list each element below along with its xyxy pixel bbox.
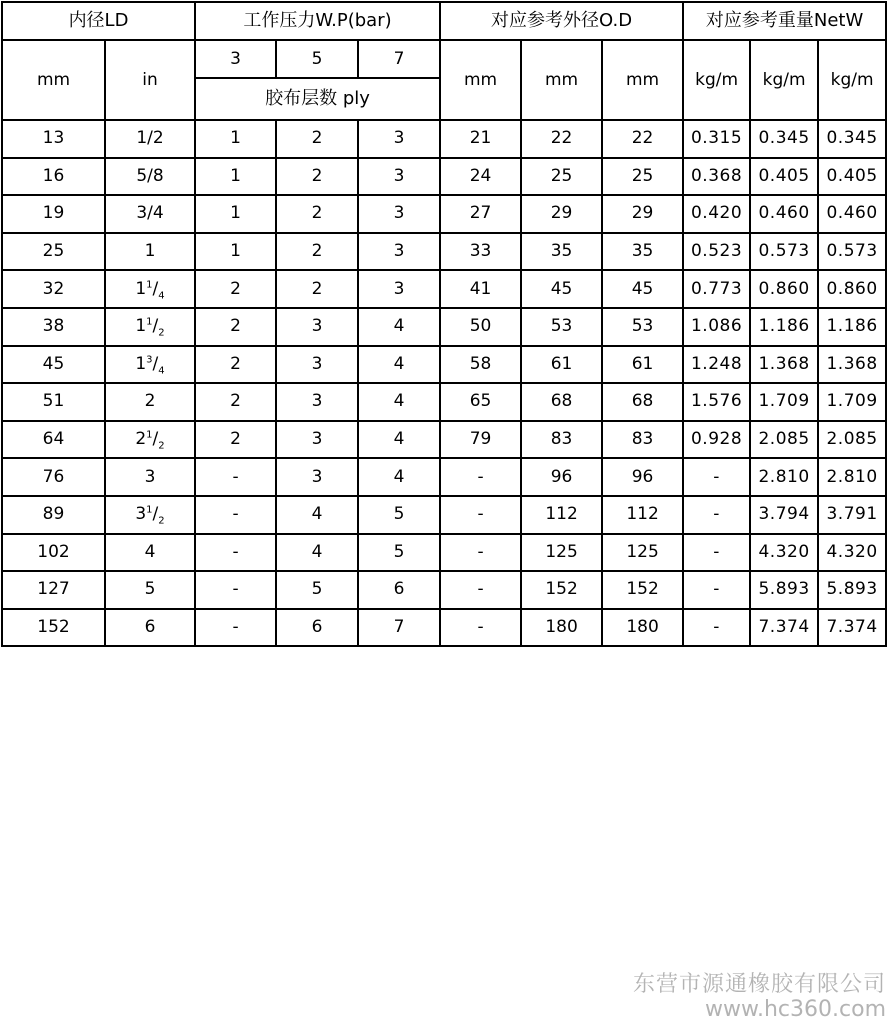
inch-whole: 1 — [135, 278, 147, 299]
inch-slash: / — [152, 504, 159, 525]
cell-ply-1: 4 — [276, 534, 358, 572]
cell-ply-2: 4 — [358, 421, 440, 459]
cell-id-in — [105, 120, 195, 158]
cell-weight-0: 1.576 — [683, 383, 750, 421]
cell-ply-0: - — [195, 609, 276, 647]
table-row — [2, 233, 886, 271]
cell-ply-1: 2 — [276, 120, 358, 158]
cell-od-0: 21 — [440, 120, 521, 158]
cell-weight-1: 0.860 — [750, 270, 818, 308]
cell-od-1: 96 — [521, 458, 602, 496]
table-row — [2, 609, 886, 647]
cell-id-in — [105, 270, 195, 308]
cell-od-0: - — [440, 458, 521, 496]
cell-id-mm: 64 — [2, 421, 105, 459]
cell-od-1: 53 — [521, 308, 602, 346]
inch-whole: 3 — [144, 466, 156, 487]
cell-weight-2: 4.320 — [818, 534, 886, 572]
inch-value — [144, 466, 156, 487]
inch-slash: / — [152, 316, 159, 337]
table-row — [2, 158, 886, 196]
table-row — [2, 195, 886, 233]
inch-value — [135, 353, 165, 377]
cell-id-in — [105, 158, 195, 196]
cell-od-2: 112 — [602, 496, 683, 534]
cell-weight-1: 0.573 — [750, 233, 818, 271]
cell-weight-0: 0.420 — [683, 195, 750, 233]
cell-ply-1: 3 — [276, 346, 358, 384]
inch-value — [135, 278, 165, 302]
cell-od-2: 68 — [602, 383, 683, 421]
inch-denominator: 2 — [158, 327, 165, 339]
cell-ply-0: - — [195, 571, 276, 609]
ply-label: 胶布层数 ply — [195, 78, 440, 120]
cell-weight-0: 0.315 — [683, 120, 750, 158]
pressure-7: 7 — [358, 40, 440, 78]
cell-id-in — [105, 383, 195, 421]
cell-weight-0: - — [683, 534, 750, 572]
cell-od-2: 125 — [602, 534, 683, 572]
header-row-units — [2, 40, 886, 78]
cell-ply-2: 3 — [358, 120, 440, 158]
inch-slash: / — [152, 278, 159, 299]
cell-od-1: 29 — [521, 195, 602, 233]
table-row — [2, 383, 886, 421]
cell-weight-0: 0.368 — [683, 158, 750, 196]
cell-weight-1: 2.085 — [750, 421, 818, 459]
cell-weight-1: 0.405 — [750, 158, 818, 196]
inch-value — [145, 581, 156, 598]
cell-weight-2: 0.460 — [818, 195, 886, 233]
table-row — [2, 496, 886, 534]
cell-weight-1: 1.368 — [750, 346, 818, 384]
cell-weight-0: 1.086 — [683, 308, 750, 346]
cell-ply-2: 5 — [358, 496, 440, 534]
inch-value — [144, 541, 156, 562]
cell-od-2: 152 — [602, 571, 683, 609]
cell-od-1: 180 — [521, 609, 602, 647]
cell-ply-0: 1 — [195, 233, 276, 271]
cell-weight-2: 1.709 — [818, 383, 886, 421]
cell-ply-2: 6 — [358, 571, 440, 609]
cell-od-0: 27 — [440, 195, 521, 233]
inch-whole: 2 — [144, 391, 156, 412]
cell-ply-2: 3 — [358, 158, 440, 196]
inch-value — [136, 130, 163, 147]
cell-id-mm: 152 — [2, 609, 105, 647]
cell-ply-2: 3 — [358, 233, 440, 271]
inch-numerator: 1 — [146, 429, 153, 441]
inch-whole: 1 — [144, 241, 156, 262]
unit-wt-2: kg/m — [750, 40, 818, 120]
inch-whole: 5/8 — [136, 165, 164, 186]
inch-whole: 1/2 — [136, 128, 164, 149]
header-row-groups — [2, 2, 886, 40]
table-row — [2, 120, 886, 158]
table-row — [2, 458, 886, 496]
cell-od-2: 22 — [602, 120, 683, 158]
cell-od-0: 33 — [440, 233, 521, 271]
cell-od-1: 112 — [521, 496, 602, 534]
hose-spec-table — [1, 1, 887, 647]
cell-weight-2: 2.810 — [818, 458, 886, 496]
pressure-5: 5 — [276, 40, 358, 78]
inch-whole: 3 — [135, 504, 147, 525]
cell-id-in — [105, 195, 195, 233]
inch-denominator: 2 — [158, 440, 165, 452]
cell-od-2: 35 — [602, 233, 683, 271]
cell-weight-2: 3.791 — [818, 496, 886, 534]
cell-id-in — [105, 233, 195, 271]
cell-weight-2: 7.374 — [818, 609, 886, 647]
cell-ply-1: 4 — [276, 496, 358, 534]
table-row — [2, 270, 886, 308]
cell-ply-0: - — [195, 496, 276, 534]
inch-numerator: 1 — [146, 504, 153, 516]
cell-od-0: 50 — [440, 308, 521, 346]
cell-od-1: 68 — [521, 383, 602, 421]
inch-whole: 1 — [135, 316, 147, 337]
cell-id-mm: 127 — [2, 571, 105, 609]
cell-ply-0: 2 — [195, 383, 276, 421]
cell-weight-0: 0.928 — [683, 421, 750, 459]
cell-id-mm: 32 — [2, 270, 105, 308]
cell-weight-1: 0.345 — [750, 120, 818, 158]
cell-ply-2: 4 — [358, 383, 440, 421]
cell-ply-1: 2 — [276, 158, 358, 196]
inch-slash: / — [152, 429, 159, 450]
cell-weight-2: 0.345 — [818, 120, 886, 158]
cell-od-0: 41 — [440, 270, 521, 308]
cell-weight-2: 0.573 — [818, 233, 886, 271]
cell-ply-0: 1 — [195, 195, 276, 233]
cell-ply-1: 5 — [276, 571, 358, 609]
cell-ply-0: 2 — [195, 421, 276, 459]
cell-id-mm: 76 — [2, 458, 105, 496]
cell-ply-0: 2 — [195, 308, 276, 346]
cell-od-1: 125 — [521, 534, 602, 572]
cell-ply-2: 4 — [358, 346, 440, 384]
watermark — [633, 972, 886, 1022]
inch-value — [135, 504, 165, 527]
cell-id-mm: 38 — [2, 308, 105, 346]
cell-weight-2: 1.368 — [818, 346, 886, 384]
cell-ply-1: 2 — [276, 270, 358, 308]
inch-numerator: 3 — [146, 354, 153, 366]
cell-id-mm: 13 — [2, 120, 105, 158]
pressure-3: 3 — [195, 40, 276, 78]
cell-ply-2: 3 — [358, 195, 440, 233]
cell-od-2: 53 — [602, 308, 683, 346]
inch-value — [135, 316, 165, 339]
inch-value — [145, 243, 156, 260]
cell-ply-1: 2 — [276, 233, 358, 271]
unit-od-mm-1: mm — [440, 40, 521, 120]
cell-id-mm: 45 — [2, 346, 105, 384]
cell-od-2: 96 — [602, 458, 683, 496]
cell-od-2: 25 — [602, 158, 683, 196]
cell-weight-1: 1.186 — [750, 308, 818, 346]
cell-id-mm: 19 — [2, 195, 105, 233]
cell-od-0: 24 — [440, 158, 521, 196]
cell-od-0: 58 — [440, 346, 521, 384]
inch-numerator: 1 — [146, 316, 153, 328]
inch-whole: 6 — [144, 617, 156, 638]
cell-od-0: - — [440, 571, 521, 609]
unit-od-mm-2: mm — [521, 40, 602, 120]
inch-denominator: 4 — [158, 290, 165, 302]
inch-numerator: 1 — [146, 279, 153, 291]
cell-weight-1: 3.794 — [750, 496, 818, 534]
inch-slash: / — [152, 353, 159, 374]
cell-weight-0: - — [683, 458, 750, 496]
cell-weight-2: 0.405 — [818, 158, 886, 196]
cell-weight-1: 2.810 — [750, 458, 818, 496]
cell-weight-1: 5.893 — [750, 571, 818, 609]
inch-value — [145, 393, 156, 410]
cell-weight-2: 0.860 — [818, 270, 886, 308]
cell-od-0: 79 — [440, 421, 521, 459]
cell-weight-2: 2.085 — [818, 421, 886, 459]
table-row — [2, 346, 886, 384]
cell-weight-0: 0.523 — [683, 233, 750, 271]
inch-whole: 3/4 — [136, 203, 164, 224]
inch-value — [136, 165, 164, 186]
cell-ply-0: 2 — [195, 270, 276, 308]
cell-od-2: 29 — [602, 195, 683, 233]
cell-id-mm: 51 — [2, 383, 105, 421]
cell-id-in — [105, 308, 195, 346]
cell-ply-1: 3 — [276, 421, 358, 459]
cell-od-0: - — [440, 534, 521, 572]
cell-weight-0: 0.773 — [683, 270, 750, 308]
cell-od-1: 22 — [521, 120, 602, 158]
cell-ply-2: 4 — [358, 308, 440, 346]
cell-ply-1: 3 — [276, 308, 358, 346]
cell-id-mm: 89 — [2, 496, 105, 534]
inch-whole: 5 — [144, 579, 156, 600]
table-row — [2, 308, 886, 346]
table-row — [2, 571, 886, 609]
cell-od-2: 45 — [602, 270, 683, 308]
cell-ply-0: 1 — [195, 158, 276, 196]
cell-ply-2: 5 — [358, 534, 440, 572]
cell-id-in — [105, 458, 195, 496]
unit-wt-1: kg/m — [683, 40, 750, 120]
cell-od-1: 83 — [521, 421, 602, 459]
inch-value — [135, 429, 165, 452]
watermark-company: 东营市源通橡胶有限公司 — [632, 972, 886, 997]
cell-id-mm: 16 — [2, 158, 105, 196]
table-row — [2, 534, 886, 572]
cell-weight-0: 1.248 — [683, 346, 750, 384]
cell-od-1: 45 — [521, 270, 602, 308]
cell-id-in — [105, 534, 195, 572]
cell-ply-1: 6 — [276, 609, 358, 647]
cell-ply-0: 1 — [195, 120, 276, 158]
cell-od-2: 61 — [602, 346, 683, 384]
unit-od-mm-3: mm — [602, 40, 683, 120]
inch-whole: 1 — [135, 353, 147, 374]
inch-value — [145, 619, 156, 636]
inch-denominator: 4 — [158, 365, 165, 377]
cell-id-mm: 25 — [2, 233, 105, 271]
cell-id-in — [105, 421, 195, 459]
inch-denominator: 2 — [158, 515, 165, 527]
header-inner-diameter: 内径LD — [2, 2, 195, 40]
unit-id-in: in — [105, 40, 195, 120]
cell-od-1: 152 — [521, 571, 602, 609]
cell-od-0: - — [440, 609, 521, 647]
watermark-site: www.hc360.com — [705, 997, 886, 1022]
cell-ply-1: 2 — [276, 195, 358, 233]
cell-id-in — [105, 609, 195, 647]
header-outer-diameter: 对应参考外径O.D — [440, 2, 683, 40]
cell-weight-2: 5.893 — [818, 571, 886, 609]
cell-ply-1: 3 — [276, 458, 358, 496]
table-row — [2, 421, 886, 459]
unit-wt-3: kg/m — [818, 40, 886, 120]
header-working-pressure: 工作压力W.P(bar) — [195, 2, 440, 40]
cell-ply-1: 3 — [276, 383, 358, 421]
cell-od-1: 25 — [521, 158, 602, 196]
cell-weight-2: 1.186 — [818, 308, 886, 346]
unit-id-mm: mm — [2, 40, 105, 120]
cell-od-0: 65 — [440, 383, 521, 421]
cell-ply-2: 3 — [358, 270, 440, 308]
cell-ply-2: 4 — [358, 458, 440, 496]
cell-ply-0: - — [195, 458, 276, 496]
cell-weight-0: - — [683, 496, 750, 534]
inch-value — [136, 205, 163, 222]
cell-id-in — [105, 571, 195, 609]
header-net-weight: 对应参考重量NetW — [683, 2, 886, 40]
cell-weight-1: 1.709 — [750, 383, 818, 421]
cell-od-2: 180 — [602, 609, 683, 647]
cell-od-2: 83 — [602, 421, 683, 459]
cell-id-in — [105, 496, 195, 534]
cell-weight-1: 4.320 — [750, 534, 818, 572]
inch-whole: 2 — [135, 429, 147, 450]
cell-od-1: 35 — [521, 233, 602, 271]
cell-od-0: - — [440, 496, 521, 534]
cell-id-in — [105, 346, 195, 384]
cell-id-mm: 102 — [2, 534, 105, 572]
cell-ply-0: - — [195, 534, 276, 572]
cell-weight-1: 0.460 — [750, 195, 818, 233]
cell-od-1: 61 — [521, 346, 602, 384]
inch-whole: 4 — [144, 541, 156, 562]
cell-weight-0: - — [683, 609, 750, 647]
cell-ply-0: 2 — [195, 346, 276, 384]
cell-weight-1: 7.374 — [750, 609, 818, 647]
cell-ply-2: 7 — [358, 609, 440, 647]
cell-weight-0: - — [683, 571, 750, 609]
